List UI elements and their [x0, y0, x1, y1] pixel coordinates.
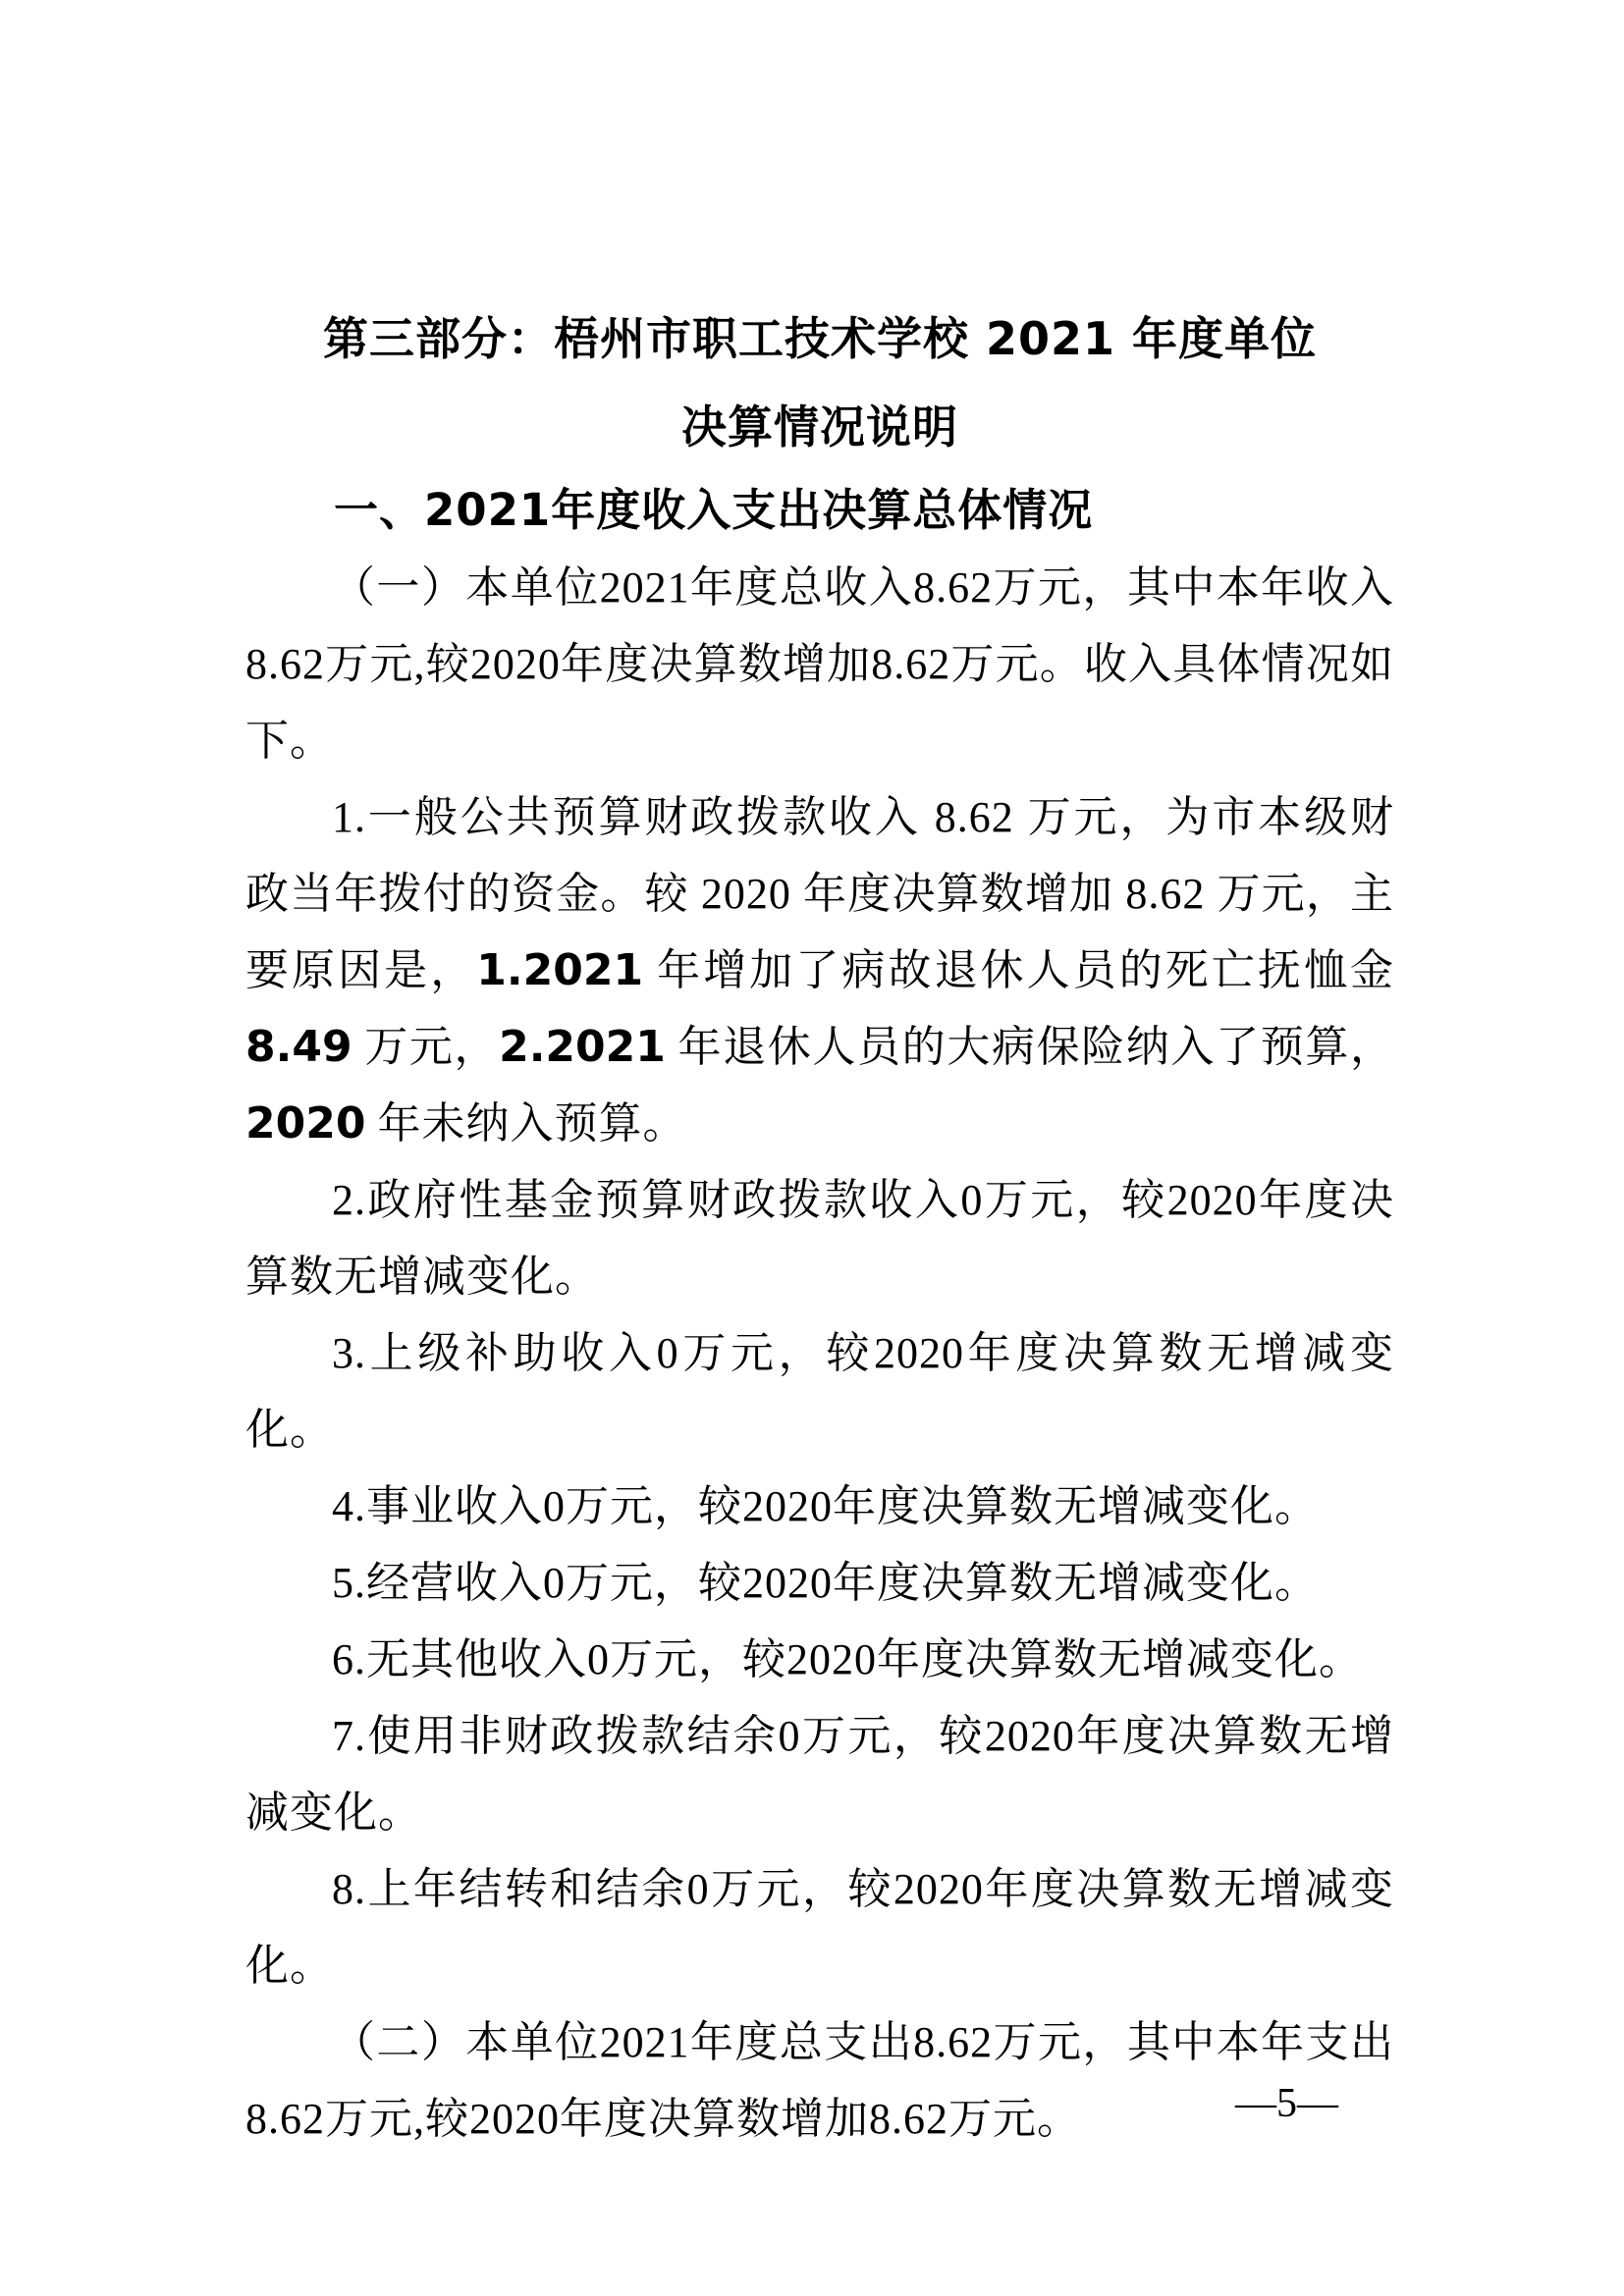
item1-text-c: 年增加了病故退休人员的死亡抚恤金 — [643, 946, 1395, 994]
paragraph-item8-carryover-balance: 8.上年结转和结余0万元，较2020年度决算数无增减变化。 — [245, 1865, 1394, 1990]
item1-num-d: 8.49 — [245, 1022, 352, 1072]
paragraph-item6-other-income: 6.无其他收入0万元，较2020年度决算数无增减变化。 — [332, 1635, 1363, 1683]
paragraph-item1-general-public-budget — [245, 779, 1394, 1162]
item1-text-g: 年退休人员的大病保险纳入了预算， — [665, 1023, 1395, 1071]
item1-num-b: 1.2021 — [476, 945, 644, 995]
paragraph-item2-government-fund: 2.政府性基金预算财政拨款收入0万元，较2020年度决算数无增减变化。 — [245, 1176, 1394, 1301]
paragraph-item7-non-fiscal-balance: 7.使用非财政拨款结余0万元，较2020年度决算数无增减变化。 — [245, 1712, 1394, 1837]
document-title-line1: 第三部分：梧州市职工技术学校 2021 年度单位 — [322, 312, 1318, 365]
item1-num-f: 2.2021 — [499, 1022, 666, 1072]
paragraph-total-expense: （二）本单位2021年度总支出8.62万元，其中本年支出8.62万元,较2020年度决算数增加8.62万元。 — [245, 2018, 1394, 2143]
item1-text-e: 万元， — [352, 1023, 500, 1071]
item1-text-i: 年未纳入预算。 — [365, 1099, 687, 1148]
paragraph-item3-superior-subsidy: 3.上级补助收入0万元，较2020年度决算数无增减变化。 — [245, 1329, 1394, 1454]
section-heading-income-expense-overview: 一、2021年度收入支出决算总体情况 — [334, 484, 1094, 536]
paragraph-total-income: （一）本单位2021年度总收入8.62万元，其中本年收入8.62万元,较2020年度决算数增加8.62万元。收入具体情况如下。 — [245, 563, 1394, 765]
page-number: —5— — [1235, 2081, 1338, 2126]
paragraph-item4-business-income: 4.事业收入0万元，较2020年度决算数无增减变化。 — [332, 1482, 1319, 1530]
item1-text-a: 1.一般公共预算财政拨款收入 8.62 万元，为市本级财政当年拨付的资金。较 2020 年度决算数增加 8.62 万元，主要原因是， — [245, 793, 1394, 994]
item1-num-h: 2020 — [245, 1098, 366, 1148]
paragraph-item5-operating-income: 5.经营收入0万元，较2020年度决算数无增减变化。 — [332, 1559, 1319, 1607]
document-title-line2: 决算情况说明 — [681, 400, 958, 454]
document-content — [245, 294, 1394, 2158]
